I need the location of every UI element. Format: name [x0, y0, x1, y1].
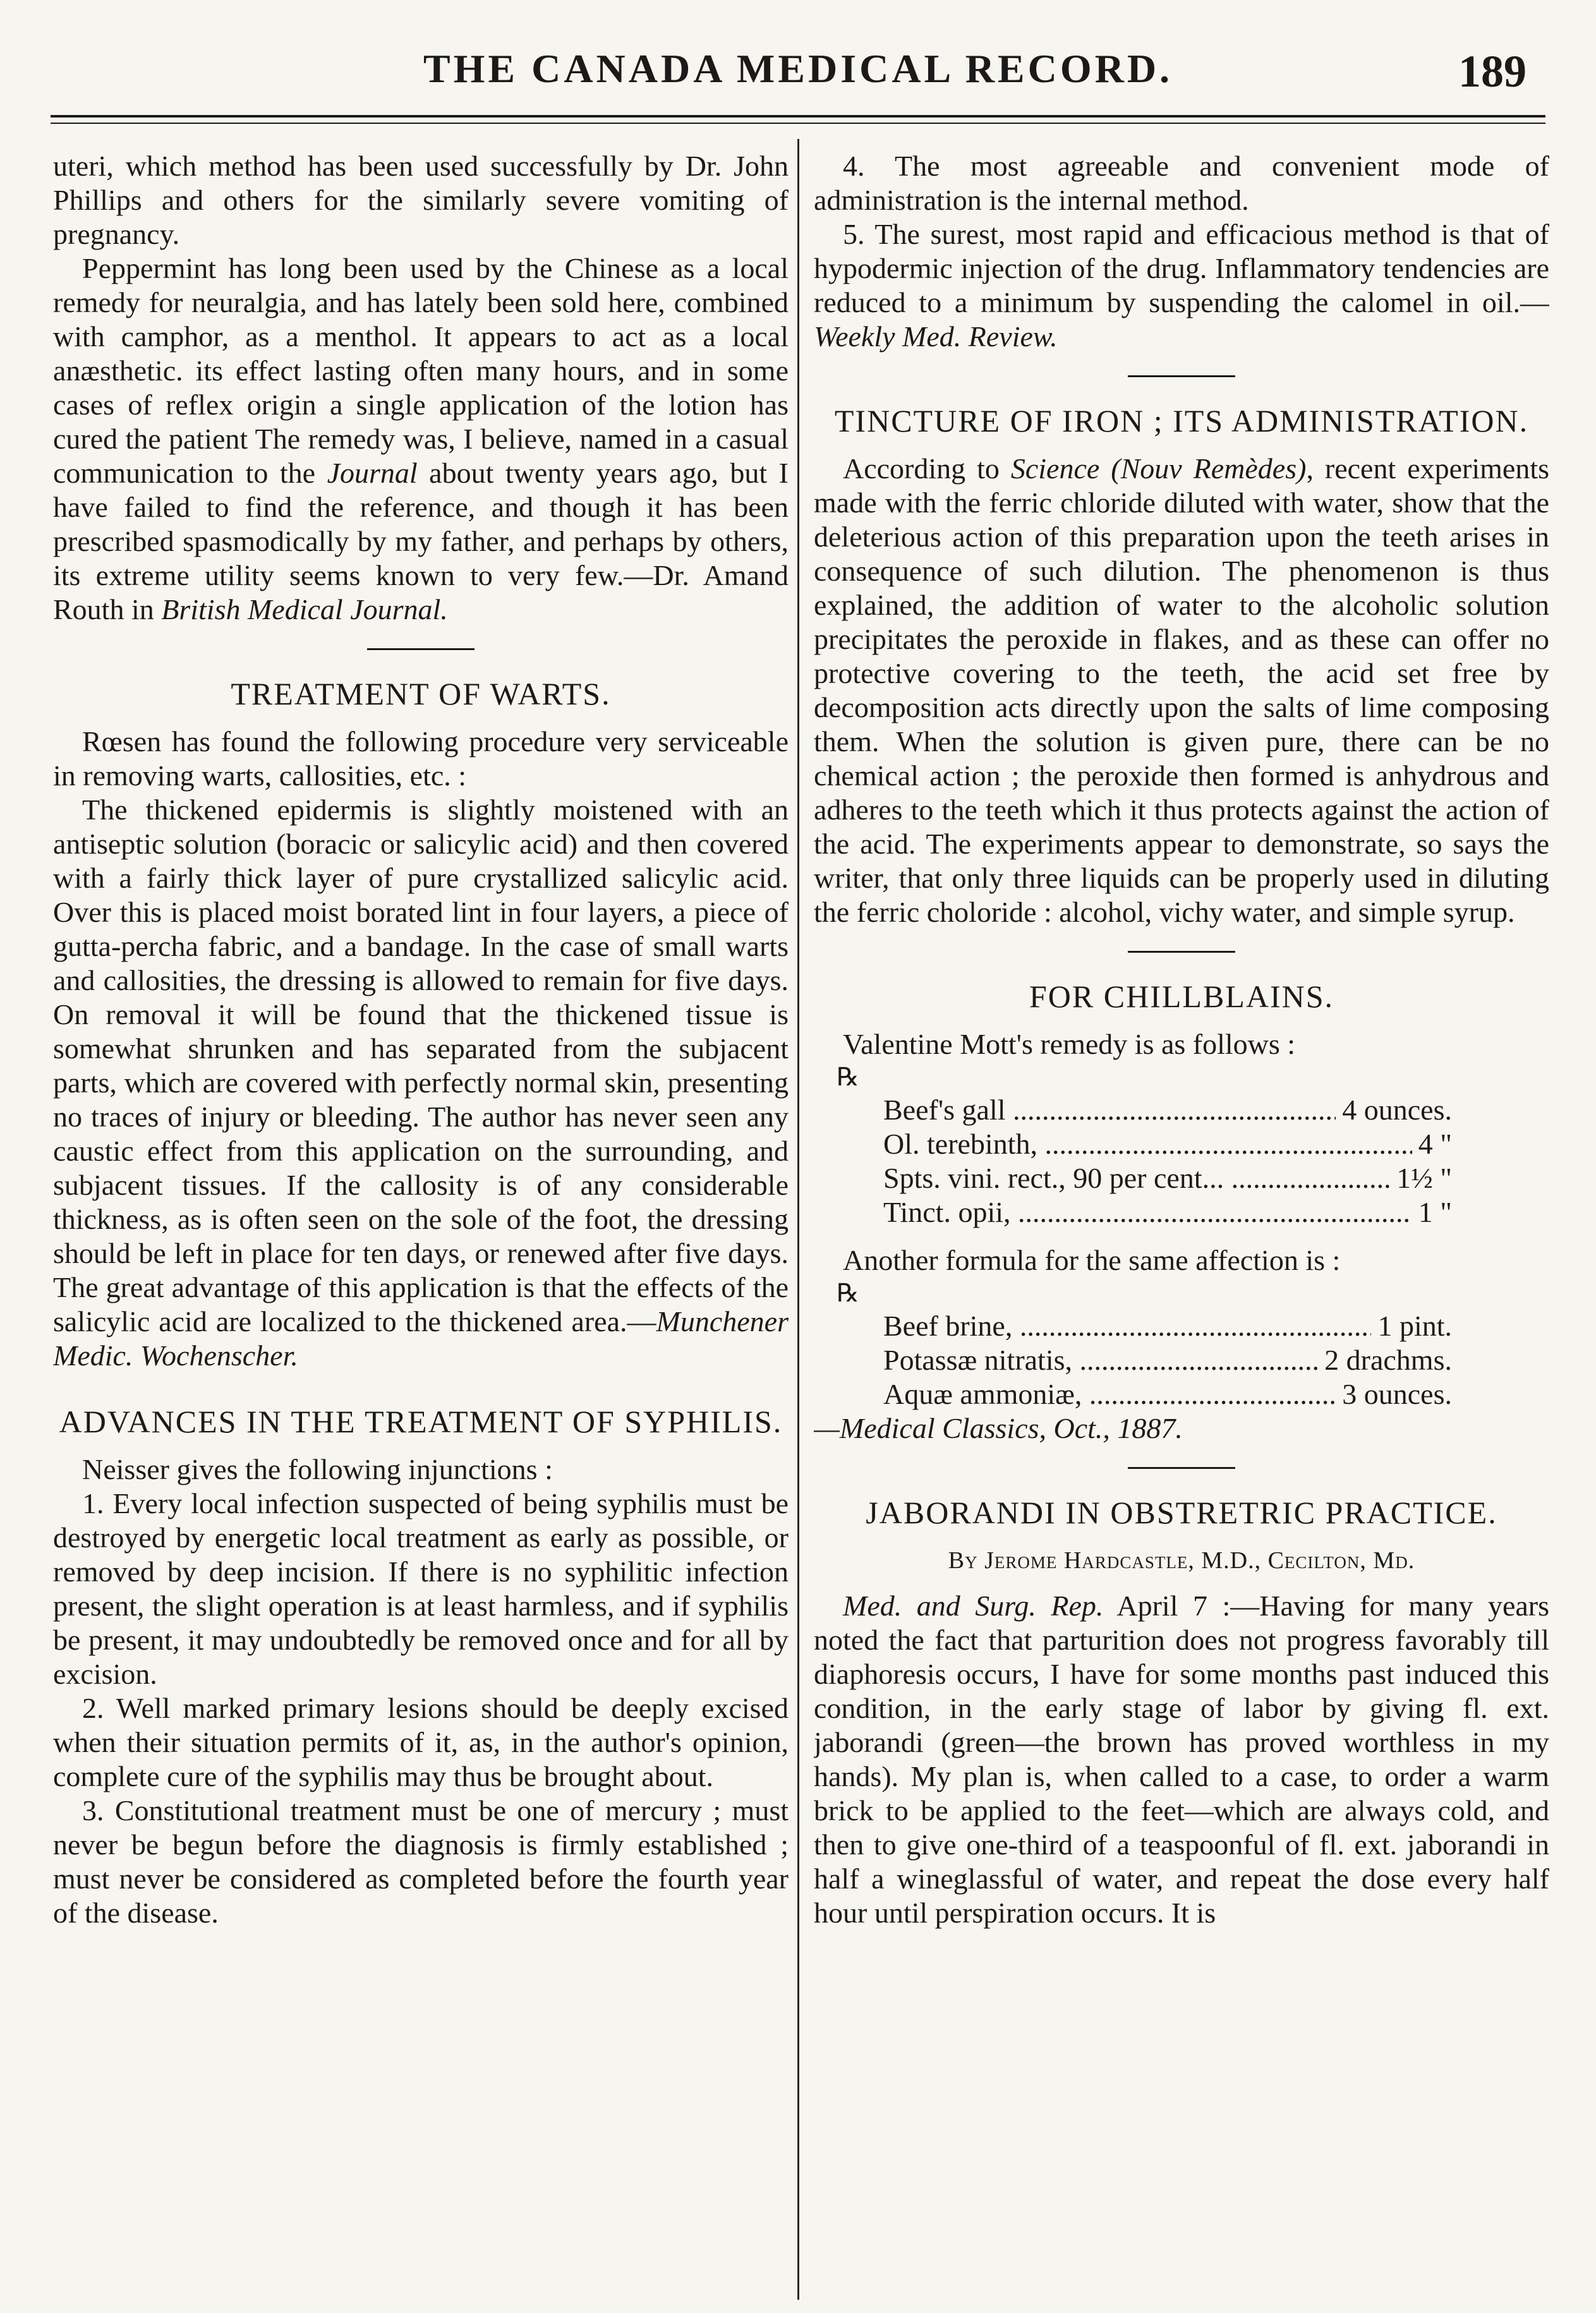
- ingredient: Aquæ ammoniæ, .....: [883, 1377, 1336, 1411]
- warts-body-text: The thickened epidermis is slightly moistened with an antiseptic solution (boracic or salicylic acid) and then covered with a fairly thick layer of pure crystallized salicylic acid. Over this is placed moist borated lint in four layers, a piece of gutta-percha fabric, and a bandage. In the case of small warts and callosities, the dressing is allowed to remain for five days. On removal it will be found that the thickened tissue is somewhat shrunken and has separated from the subjacent parts, which are covered with perfectly normal skin, presenting no traces of injury or bleeding. The author has never seen any caustic effect from this application on the surrounding, and subjacent tissues. If the callosity is of any considerable thickness, as is often seen on the sole of the foot, the dressing should be left in place for ten days, or renewed after five days. The great advantage of this application is that the effects of the salicylic acid are localized to the thickened area.—: [53, 794, 789, 1338]
- iron-text: , recent experiments made with the ferric chloride diluted with water, show that the deleterious action of this preparation upon the teeth arises in consequence of such dilution. The phenomenon is thus explained, the addition of water to the alcoholic solution precipitates the peroxide in flakes, and as these can offer no protective covering to the teeth, the acid set free by decomposition acts directly upon the salts of lime composing them. When the solution is given pure, there can be no chemical action ; the peroxide then formed is anhydrous and adheres to the teeth which it thus protects against the action of the acid. The experiments appear to demonstrate, so says the writer, that only three liquids can be properly used in diluting the ferric choloride : alcohol, vichy water, and simple syrup.: [814, 452, 1549, 928]
- quantity: 1 pint.: [1377, 1310, 1452, 1342]
- ingredient: Potassæ nitratis, .....: [883, 1343, 1318, 1377]
- continuation-paragraph: uteri, which method has been used successfully by Dr. John Phillips and others for the similarly severe vomiting of pregnancy.: [53, 150, 789, 250]
- ingredient: Beef's gall .....: [883, 1093, 1336, 1127]
- chillblains-source: [814, 1411, 1549, 1446]
- iron-text-pre: According to: [843, 452, 1011, 485]
- recipe-row: [883, 1161, 1452, 1195]
- journal-title: THE CANADA MEDICAL RECORD.: [423, 46, 1173, 91]
- ingredient: Beef brine, .....: [883, 1309, 1371, 1343]
- iron-source: Science (Nouv Remèdes): [1010, 452, 1307, 485]
- section-rule: [367, 648, 475, 650]
- recipe-row: [883, 1195, 1452, 1229]
- ingredient: Spts. vini. rect., 90 per cent... .....: [883, 1161, 1390, 1195]
- syphilis-intro: Neisser gives the following injunctions :: [82, 1453, 553, 1485]
- jaborandi-text: April 7 :—Having for many years noted the fact that parturition does not progress favorably till diaphoresis occurs, I have for some months past induced this condition, in the early stage of labor by giving fl. ext. jaborandi (green—the brown has proved worthless in my hands). My plan is, when called to a case, to order a warm brick to be applied to the feet—which are always cold, and then to give one-third of a teaspoonful of fl. ext. jaborandi in half a wineglassful of water, and repeat the dose every half hour until perspiration occurs. It is: [814, 1590, 1549, 1929]
- jaborandi-byline: By Jerome Hardcastle, M.D., Cecilton, Md.: [948, 1547, 1415, 1574]
- jaborandi-heading: JABORANDI IN OBSTRETRIC PRACTICE.: [866, 1495, 1497, 1530]
- peppermint-text-1: Peppermint has long been used by the Chinese as a local remedy for neuralgia, and has lately been sold here, combined with camphor, as a menthol. It appears to act as a local anæsthetic. its effect lasting often many hours, and in some cases of reflex origin a single application of the lotion has cured the patient The remedy was, I believe, named in a casual communication to the: [53, 252, 789, 489]
- chillblains-source-text: —Medical Classics, Oct., 1887.: [814, 1412, 1183, 1444]
- warts-intro: Rœsen has found the following procedure very serviceable in removing warts, callosities, etc. :: [53, 725, 789, 792]
- peppermint-paragraph: [53, 251, 789, 627]
- syphilis-heading: ADVANCES IN THE TREATMENT OF SYPHILIS.: [59, 1404, 783, 1439]
- quantity: 4 ": [1418, 1128, 1452, 1160]
- syphilis-item-4: 4. The most agreeable and convenient mode of administration is the internal method.: [814, 150, 1549, 216]
- iron-body: [814, 452, 1549, 929]
- peppermint-source: British Medical Journal.: [161, 593, 448, 625]
- jaborandi-body: [814, 1589, 1549, 1930]
- chillblains-heading: FOR CHILLBLAINS.: [1029, 979, 1334, 1014]
- quantity: 3 ounces.: [1342, 1378, 1452, 1410]
- recipe-row: [883, 1127, 1452, 1161]
- rx-symbol: ℞: [837, 1063, 859, 1091]
- warts-body: [53, 793, 789, 1373]
- rx-symbol: ℞: [837, 1279, 859, 1307]
- left-column: [53, 149, 789, 2291]
- quantity: 4 ounces.: [1342, 1094, 1452, 1126]
- ingredient: Tinct. opii, .....: [883, 1195, 1412, 1229]
- recipe-row: [883, 1309, 1452, 1343]
- warts-source: Munchener Medic. Wochenscher.: [53, 1305, 789, 1372]
- recipe-1: [814, 1093, 1549, 1229]
- page-number: 189: [1458, 46, 1526, 97]
- syphilis-item-3: 3. Constitutional treatment must be one of mercury ; must never be begun before the diagnosis is firmly established ; must never be considered as completed before the fourth year of the disease.: [53, 1794, 789, 1929]
- section-rule: [1128, 951, 1235, 953]
- syphilis-item-5: [814, 217, 1549, 354]
- section-rule: [1128, 1467, 1235, 1469]
- masthead: [51, 45, 1545, 109]
- syphilis-source: Weekly Med. Review.: [814, 320, 1058, 353]
- recipe-row: [883, 1343, 1452, 1377]
- syphilis-item-1: 1. Every local infection suspected of being syphilis must be destroyed by energetic local treatment as early as possible, or removed by deep incision. If there is no syphilitic infection present, the slight operation is at least harmless, and if syphilis be present, it may undoubtedly be removed once and for all by excision.: [53, 1487, 789, 1690]
- chillblains-intro-2: Another formula for the same affection is :: [843, 1244, 1341, 1276]
- quantity: 1 ": [1418, 1196, 1452, 1228]
- chillblains-intro: Valentine Mott's remedy is as follows :: [843, 1028, 1296, 1060]
- syphilis-item-5-text: 5. The surest, most rapid and efficacious method is that of hypodermic injection of the drug. Inflammatory tendencies are reduced to a minimum by suspending the calomel in oil.—: [814, 218, 1549, 318]
- recipe-row: [883, 1377, 1452, 1411]
- column-divider: [797, 139, 799, 2300]
- recipe-2: [814, 1309, 1549, 1411]
- ingredient: Ol. terebinth, .....: [883, 1127, 1412, 1161]
- recipe-row: [883, 1093, 1452, 1127]
- section-rule: [1128, 375, 1235, 377]
- syphilis-item-2: 2. Well marked primary lesions should be deeply excised when their situation permits of it, as, in the author's opinion, complete cure of the syphilis may thus be brought about.: [53, 1692, 789, 1792]
- right-column: [814, 149, 1549, 2291]
- peppermint-text-2: about twenty years ago, but I have failed to find the reference, and though it has been prescribed spasmodically by my father, and perhaps by others, its extreme utility seems known to very few.—Dr. Amand Routh in: [53, 457, 789, 625]
- jaborandi-source: Med. and Surg. Rep.: [843, 1590, 1104, 1622]
- header-rule-thick: [51, 115, 1545, 118]
- iron-heading: TINCTURE OF IRON ; ITS ADMINISTRATION.: [834, 403, 1529, 438]
- quantity: 1½ ": [1396, 1162, 1452, 1194]
- warts-heading: TREATMENT OF WARTS.: [231, 676, 611, 711]
- peppermint-journal-ref: Journal: [327, 457, 418, 489]
- quantity: 2 drachms.: [1324, 1344, 1452, 1376]
- header-rule-thin: [51, 123, 1545, 124]
